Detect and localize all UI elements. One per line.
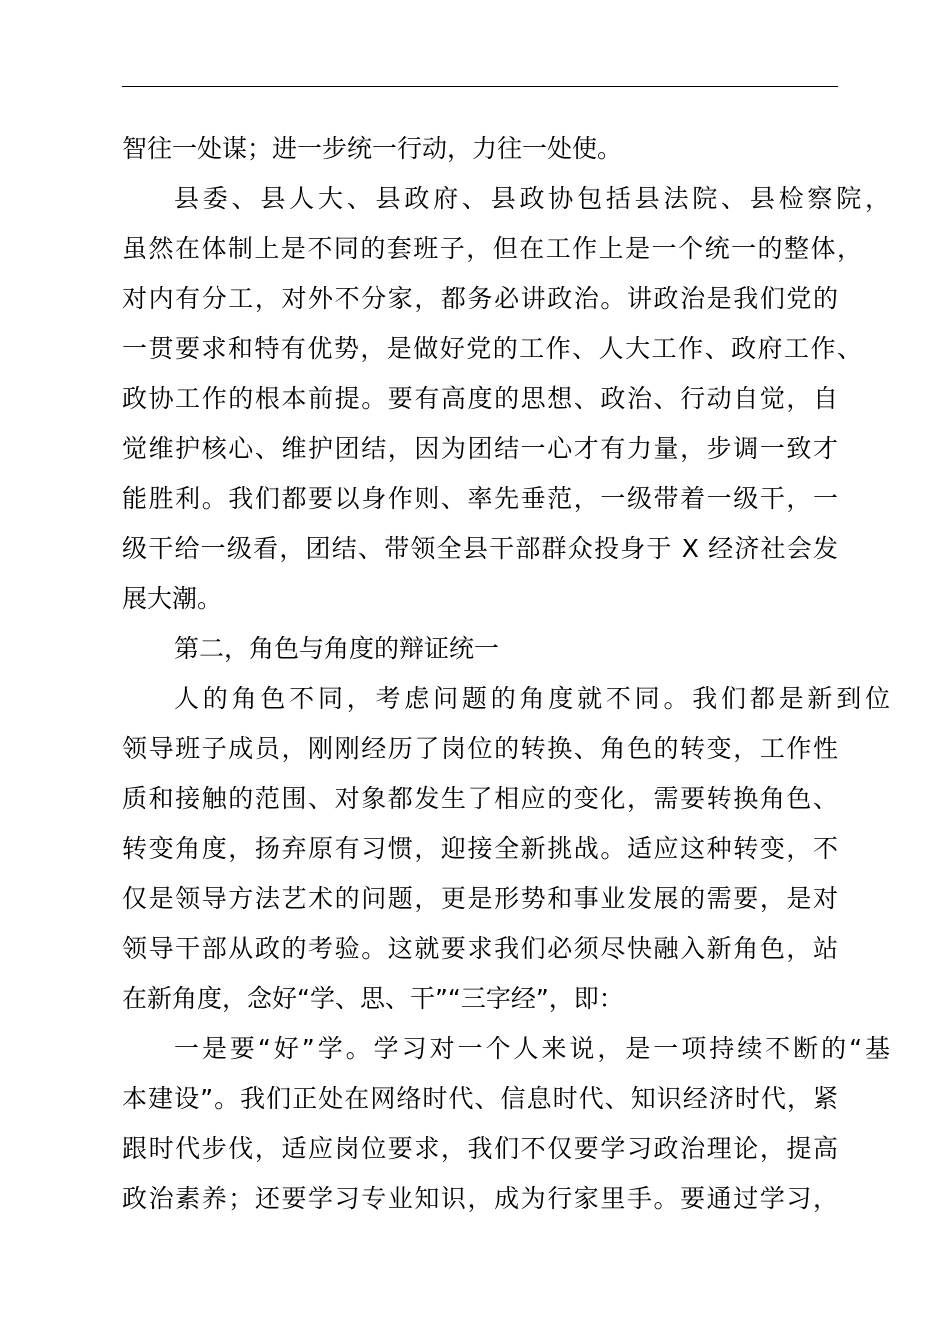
paragraph-line: 级干给一级看，团结、带领全县干部群众投身于 X 经济社会发 bbox=[122, 534, 838, 563]
paragraph-line: 领导干部从政的考验。这就要求我们必须尽快融入新角色，站 bbox=[122, 934, 838, 963]
paragraph-line: 政治素养；还要学习专业知识，成为行家里手。要通过学习， bbox=[122, 1184, 838, 1213]
paragraph-line: 人的角色不同，考虑问题的角度就不同。我们都是新到位 bbox=[174, 684, 890, 713]
paragraph-line: 一是要“好”学。学习对一个人来说，是一项持续不断的“基 bbox=[174, 1034, 890, 1063]
paragraph-line: 在新角度，念好“学、思、干”“三字经”，即： bbox=[122, 984, 624, 1013]
paragraph-line: 展大潮。 bbox=[122, 584, 223, 613]
body-text bbox=[122, 124, 890, 1224]
paragraph-line: 对内有分工，对外不分家，都务必讲政治。讲政治是我们党的 bbox=[122, 284, 838, 313]
paragraph-line: 质和接触的范围、对象都发生了相应的变化，需要转换角色、 bbox=[122, 784, 838, 813]
paragraph-line: 觉维护核心、维护团结，因为团结一心才有力量，步调一致才 bbox=[122, 434, 838, 463]
paragraph-line: 能胜利。我们都要以身作则、率先垂范，一级带着一级干，一 bbox=[122, 484, 838, 513]
header-rule bbox=[122, 86, 838, 87]
section-heading: 第二，角色与角度的辩证统一 bbox=[174, 634, 500, 663]
paragraph-line: 县委、县人大、县政府、县政协包括县法院、县检察院， bbox=[174, 184, 890, 213]
paragraph-line: 一贯要求和特有优势，是做好党的工作、人大工作、政府工作、 bbox=[122, 334, 862, 363]
paragraph-line: 跟时代步伐，适应岗位要求，我们不仅要学习政治理论，提高 bbox=[122, 1134, 838, 1163]
paragraph-line: 虽然在体制上是不同的套班子，但在工作上是一个统一的整体， bbox=[122, 234, 862, 263]
paragraph-line: 仅是领导方法艺术的问题，更是形势和事业发展的需要，是对 bbox=[122, 884, 838, 913]
paragraph-line: 智往一处谋；进一步统一行动，力往一处使。 bbox=[122, 134, 623, 163]
paragraph-line: 本建设”。我们正处在网络时代、信息时代、知识经济时代，紧 bbox=[122, 1084, 838, 1113]
paragraph-line: 转变角度，扬弃原有习惯，迎接全新挑战。适应这种转变，不 bbox=[122, 834, 838, 863]
paragraph-line: 政协工作的根本前提。要有高度的思想、政治、行动自觉，自 bbox=[122, 384, 838, 413]
paragraph-line: 领导班子成员，刚刚经历了岗位的转换、角色的转变，工作性 bbox=[122, 734, 838, 763]
